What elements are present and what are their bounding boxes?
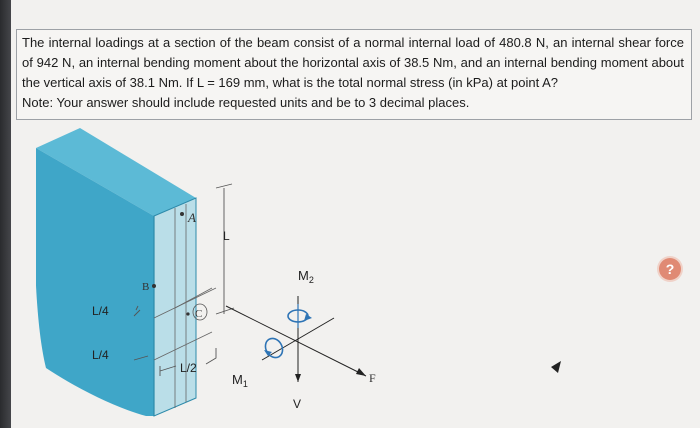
beam-figure xyxy=(36,128,396,420)
point-B-label: B xyxy=(142,281,150,293)
moment-M2-label: $M_2$ xyxy=(298,268,314,285)
dim-L-label: L xyxy=(223,229,230,243)
dim-L4-lower-label: L/4 xyxy=(92,348,109,362)
dim-L2-label: L/2 xyxy=(180,361,197,375)
window-edge xyxy=(0,0,11,428)
mouse-cursor-icon xyxy=(551,361,561,373)
moment-M1-label: $M_1$ xyxy=(232,372,248,389)
force-F-label: F xyxy=(369,371,376,385)
force-V-label: V xyxy=(293,397,302,411)
axis-diagonal-1 xyxy=(226,306,366,376)
dim-L4-upper-label: L/4 xyxy=(92,304,109,318)
help-button[interactable]: ? xyxy=(659,258,681,280)
question-text: The internal loadings at a section of the beam consist of a normal internal load of 480.8 N, an internal shear force of 942 N, an internal bending moment about the horizontal axis of 38.5 Nm, and an internal bending moment about the vertical axis of 38.1 Nm. If L = 169 mm, what is the total normal stress (in kPa) at point A? xyxy=(22,35,684,90)
moment-M1-arc xyxy=(262,335,286,360)
question-note: Note: Your answer should include requested units and be to 3 decimal places. xyxy=(22,95,470,110)
question-box xyxy=(16,29,692,120)
point-A-label: A xyxy=(188,210,196,225)
point-C-label: C xyxy=(195,308,203,320)
